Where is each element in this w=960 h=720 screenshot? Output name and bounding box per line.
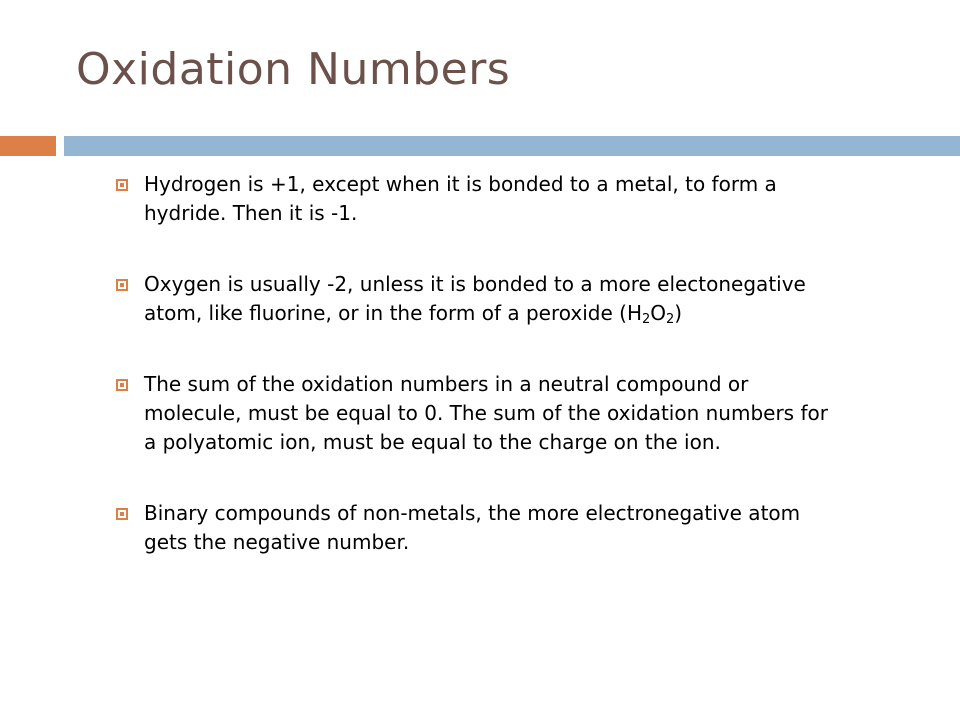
accent-bar-blue [64, 136, 960, 156]
bullet-item-oxygen [116, 270, 846, 328]
slide-title: Oxidation Numbers [76, 44, 511, 95]
square-bullet-icon [116, 508, 128, 520]
subscript: 2 [641, 312, 651, 327]
bullet-text-part: ) [674, 301, 683, 325]
bullet-text [144, 272, 806, 325]
bullet-text-part: O [650, 301, 667, 325]
bullet-text: Hydrogen is +1, except when it is bonded to a metal, to form a hydride. Then it is -1. [144, 172, 777, 225]
bullet-text: The sum of the oxidation numbers in a neutral compound or molecule, must be equal to 0. The sum of the oxidation numbers for a polyatomic ion, must be equal to the charge on the ion. [144, 372, 828, 454]
bullet-list [116, 170, 846, 599]
square-bullet-icon [116, 179, 128, 191]
bullet-item-hydrogen [116, 170, 846, 228]
bullet-text-part: Oxygen is usually -2, unless it is bonded to a more electonegative atom, like fluorine, or in the form of a peroxide (H [144, 272, 806, 325]
square-bullet-icon [116, 379, 128, 391]
bullet-text: Binary compounds of non-metals, the more electronegative atom gets the negative number. [144, 501, 801, 554]
subscript: 2 [666, 312, 675, 327]
accent-bar-orange [0, 136, 56, 156]
bullet-item-sum-rule [116, 370, 846, 457]
square-bullet-icon [116, 279, 128, 291]
bullet-item-binary-compounds [116, 499, 846, 557]
